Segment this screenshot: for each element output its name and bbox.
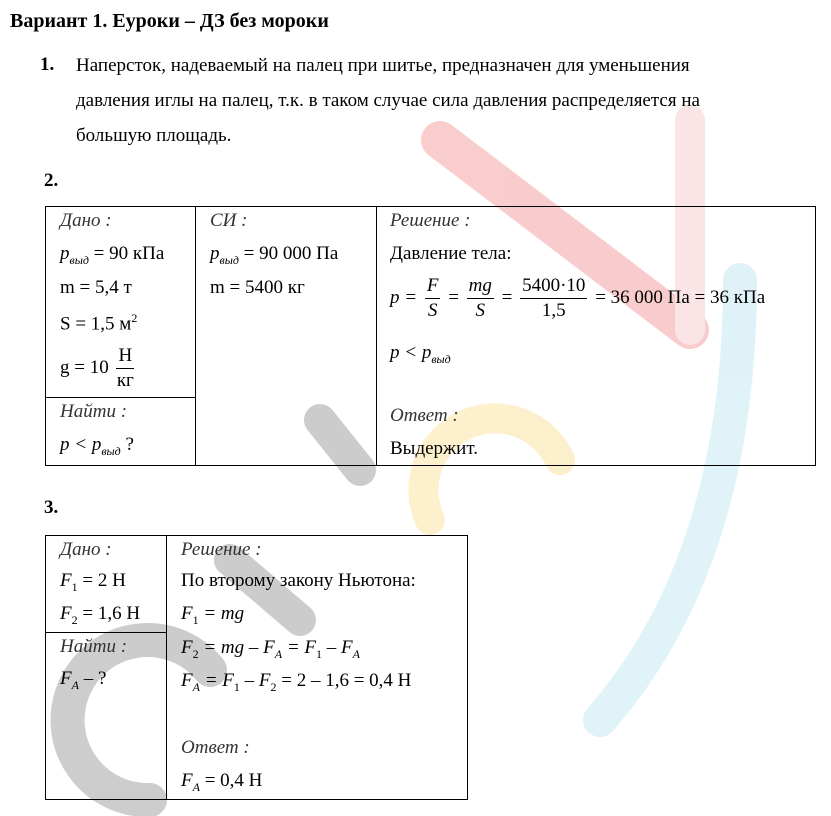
task1-line: Наперсток, надеваемый на палец при шитье, предназначен для уменьшения xyxy=(76,55,690,76)
task3-given-f2: $F_2 = 1,6$ Н xyxy=(60,603,141,627)
task2-solution-label: Решение : xyxy=(390,210,471,231)
task3-solution-line3: $F_2$ = mg – $F_A = F_1 - F_A$ xyxy=(181,637,360,661)
task2-given-p: $p_{выд} = 90$ кПа xyxy=(60,243,165,267)
task3-find: $F_A$ – ? xyxy=(60,668,107,692)
page-title: Вариант 1. Еуроки – ДЗ без мороки xyxy=(10,10,329,32)
task2-si-label: СИ : xyxy=(210,210,248,231)
task2-given-s: S = 1,5 $м^2$ xyxy=(60,311,138,335)
task3-answer: $F_A = 0,4$ Н xyxy=(181,770,263,794)
task1-line: большую площадь. xyxy=(76,125,232,146)
task2-find: $p < p_{выд}$ ? xyxy=(60,434,134,458)
task3-solution-line4: $F_A = F_1 - F_2 = 2 - 1,6 = 0,4$ Н xyxy=(181,670,412,694)
task2-answer: Выдержит. xyxy=(390,438,478,459)
task1-line: давления иглы на палец, т.к. в таком случае сила давления распределяется на xyxy=(76,90,700,111)
task2-find-label: Найти : xyxy=(60,401,128,422)
task1-number: 1. xyxy=(40,54,55,75)
task3-given-f1: $F_1 = 2$ Н xyxy=(60,570,126,594)
task3-find-label: Найти : xyxy=(60,636,128,657)
task2-solution-compare: $p < p_{выд}$ xyxy=(390,342,451,366)
task1-text xyxy=(76,48,816,153)
task3-solution-label: Решение : xyxy=(181,539,262,560)
task2-solution-formula: p = $\frac{F}{S}$ = $\frac{mg}{S}$ = $\frac{5400\cdot 10}{1,5}$ = 36 000 Па = 36 кПа xyxy=(390,275,766,321)
task3-number: 3. xyxy=(44,497,59,518)
task2-given-g: g = 10 $\frac{Н}{кг}$ xyxy=(60,345,134,391)
task2-si-p: $p_{выд} = 90$ 000 Па xyxy=(210,243,339,267)
task2-answer-label: Ответ : xyxy=(390,405,459,426)
task2-given-label: Дано : xyxy=(60,210,112,231)
task2-si-m: m = 5400 кг xyxy=(210,277,305,298)
task3-answer-label: Ответ : xyxy=(181,737,250,758)
task3-solution-line1: По второму закону Ньютона: xyxy=(181,570,416,591)
task3-solution-line2: $F_1$ = mg xyxy=(181,603,245,627)
task3-given-label: Дано : xyxy=(60,539,112,560)
task2-solution-line1: Давление тела: xyxy=(390,243,512,264)
task2-given-m: m = 5,4 т xyxy=(60,277,132,298)
task2-number: 2. xyxy=(44,170,59,191)
